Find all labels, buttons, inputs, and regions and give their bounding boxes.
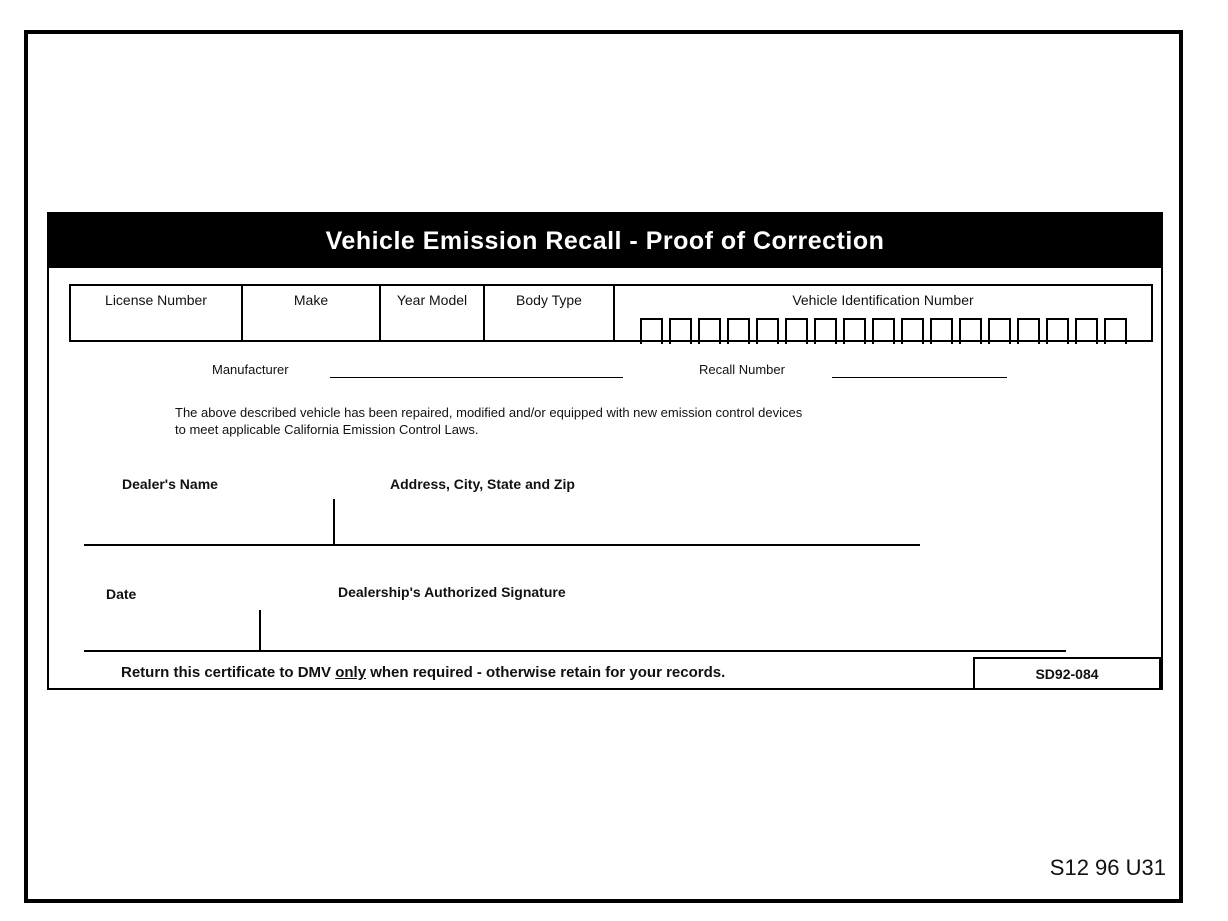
date-label: Date bbox=[106, 586, 137, 602]
vin-character-box[interactable] bbox=[669, 318, 692, 344]
vin-character-box[interactable] bbox=[843, 318, 866, 344]
recall-certificate-form bbox=[47, 212, 1163, 690]
dealer-line bbox=[84, 544, 920, 546]
vin-character-box[interactable] bbox=[1017, 318, 1040, 344]
certification-statement bbox=[175, 404, 1075, 438]
statement-line-1: The above described vehicle has been repaired, modified and/or equipped with new emission control devices bbox=[175, 405, 803, 420]
vehicle-info-grid bbox=[69, 284, 1153, 342]
vin-character-box[interactable] bbox=[698, 318, 721, 344]
vin-character-box[interactable] bbox=[1046, 318, 1069, 344]
vin-character-box[interactable] bbox=[959, 318, 982, 344]
body-type-header: Body Type bbox=[485, 286, 615, 340]
vin-character-box[interactable] bbox=[1075, 318, 1098, 344]
form-code-box: SD92-084 bbox=[973, 657, 1161, 690]
return-note-after: when required - otherwise retain for your records. bbox=[366, 664, 726, 681]
vin-character-box[interactable] bbox=[901, 318, 924, 344]
year-model-header: Year Model bbox=[381, 286, 485, 340]
form-title: Vehicle Emission Recall - Proof of Correction bbox=[49, 214, 1161, 268]
page-code: S12 96 U31 bbox=[1049, 855, 1166, 880]
vin-character-box[interactable] bbox=[640, 318, 663, 344]
vin-character-box[interactable] bbox=[1104, 318, 1127, 344]
vin-character-box[interactable] bbox=[988, 318, 1011, 344]
vin-character-box[interactable] bbox=[785, 318, 808, 344]
make-header: Make bbox=[243, 286, 381, 340]
vin-boxes bbox=[615, 318, 1151, 344]
manufacturer-label: Manufacturer bbox=[212, 362, 289, 377]
dealer-divider bbox=[333, 499, 335, 545]
return-instructions bbox=[121, 664, 725, 681]
recall-number-label: Recall Number bbox=[699, 362, 785, 377]
address-label: Address, City, State and Zip bbox=[390, 476, 575, 492]
vin-character-box[interactable] bbox=[756, 318, 779, 344]
signature-label: Dealership's Authorized Signature bbox=[338, 584, 566, 600]
return-note-before: Return this certificate to DMV bbox=[121, 664, 336, 681]
vin-character-box[interactable] bbox=[872, 318, 895, 344]
vin-character-box[interactable] bbox=[727, 318, 750, 344]
signature-line bbox=[84, 650, 1066, 652]
recall-number-line bbox=[832, 377, 1007, 378]
vin-header: Vehicle Identification Number bbox=[792, 292, 974, 308]
license-number-header: License Number bbox=[71, 286, 243, 340]
statement-line-2: to meet applicable California Emission Control Laws. bbox=[175, 422, 479, 437]
manufacturer-line bbox=[330, 377, 623, 378]
vin-cell bbox=[615, 286, 1151, 340]
return-note-only: only bbox=[335, 664, 367, 681]
date-divider bbox=[259, 610, 261, 650]
vin-character-box[interactable] bbox=[814, 318, 837, 344]
dealer-name-label: Dealer's Name bbox=[122, 476, 218, 492]
vin-character-box[interactable] bbox=[930, 318, 953, 344]
